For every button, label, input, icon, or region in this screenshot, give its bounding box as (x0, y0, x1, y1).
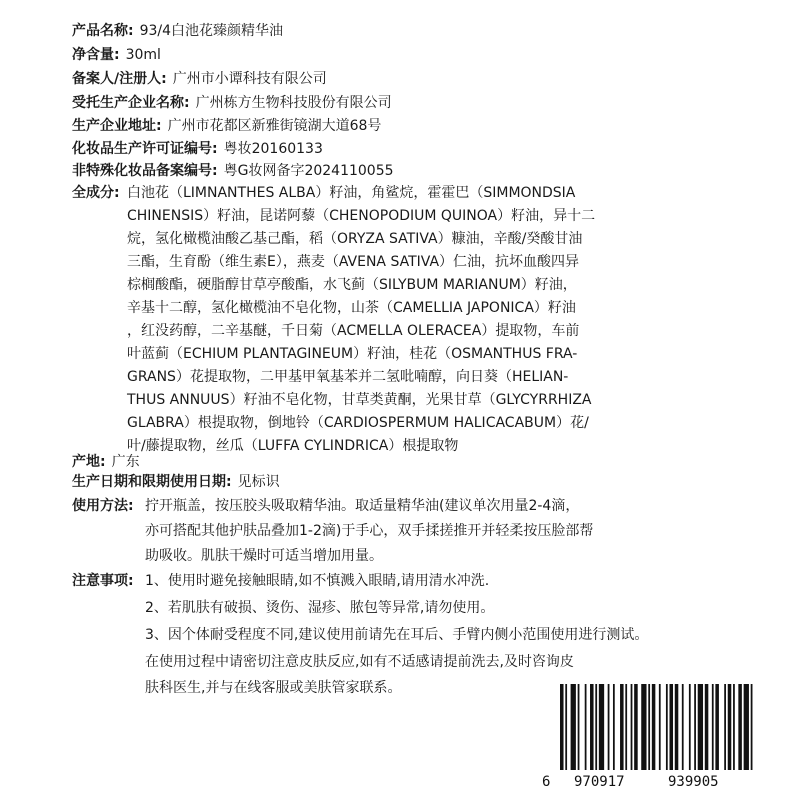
barcode-bar (712, 684, 714, 770)
origin-label: 产地: (72, 454, 106, 470)
barcode-bar (625, 684, 627, 770)
barcode-bar (724, 684, 726, 770)
barcode-bar (698, 684, 703, 770)
registrant-value: 广州市小谭科技有限公司 (172, 71, 327, 87)
barcode-bar (666, 684, 668, 770)
ingredients-line: 三酯，生育酚（维生素E），燕麦（AVENA SATIVA）仁油，抗坏血酸四异 (127, 254, 580, 270)
barcode-bar (715, 684, 719, 770)
barcode-bar (634, 684, 638, 770)
usage-label: 使用方法: (72, 498, 134, 514)
filing-label: 非特殊化妆品备案编号: (72, 163, 218, 179)
notes-label: 注意事项: (72, 573, 134, 589)
barcode-bar (744, 684, 749, 770)
address-row (72, 116, 381, 136)
ingredients-line: GLABRA）根提取物，倒地铃（CARDIOSPERMUM HALICACABUM）花/ (127, 415, 589, 431)
barcode-bar (571, 684, 576, 770)
barcode-bar (590, 684, 594, 770)
license-value: 粤妆20160133 (223, 141, 323, 157)
usage-line: 拧开瓶盖，按压胶头吸取精华油。取适量精华油(建议单次用量2-4滴， (145, 498, 580, 514)
barcode-digit-group-right: 939905 (668, 774, 719, 790)
barcode-bar (648, 684, 650, 770)
usage-line: 助吸收。肌肤干燥时可适当增加用量。 (145, 548, 383, 564)
manufacturer-row (72, 93, 392, 113)
barcode-bar (733, 684, 735, 770)
barcode-bar (751, 684, 753, 770)
product-name-label: 产品名称: (72, 23, 134, 39)
ingredients-line: 烷，氢化橄榄油酸乙基己酯，稻（ORYZA SATIVA）糠油，辛酸/癸酸甘油 (127, 231, 583, 247)
barcode-bar (669, 684, 673, 770)
notes-line: 在使用过程中请密切注意皮肤反应,如有不适感请提前洗去,及时咨询皮 (145, 654, 574, 670)
barcode-digit-group-left: 970917 (574, 774, 625, 790)
barcode-bar (599, 684, 604, 770)
barcode-bar (595, 684, 597, 770)
registrant-label: 备案人/注册人: (72, 71, 167, 87)
barcode-bar (565, 684, 567, 770)
filing-value: 粤G妆网备字2024110055 (223, 163, 394, 179)
manufacturer-value: 广州栋方生物科技股份有限公司 (195, 95, 392, 111)
ingredients-line: 棕榈酸酯，硬脂醇甘草亭酸酯，水飞蓟（SILYBUM MARIANUM）籽油， (127, 277, 577, 293)
barcode-bar (652, 684, 656, 770)
address-value: 广州市花都区新雅街镜湖大道68号 (167, 118, 382, 134)
usage-line: 亦可搭配其他护肤品叠加1-2滴)于手心，双手揉搓推开并轻柔按压脸部帮 (145, 523, 594, 539)
barcode-bar (682, 684, 684, 770)
net-content-label: 净含量: (72, 47, 120, 63)
notes-line: 2、若肌肤有破损、烫伤、湿疹、脓包等异常,请勿使用。 (145, 600, 495, 616)
ingredients-line: GRANS）花提取物，二甲基甲氧基苯并二氢吡喃醇，向日葵（HELIAN- (127, 369, 569, 385)
barcode-bars (560, 684, 756, 770)
barcode-digit-first: 6 (542, 774, 551, 790)
barcode-bar (560, 684, 564, 770)
barcode-bar (578, 684, 580, 770)
barcode-bar (705, 684, 709, 770)
ingredients-line: THUS ANNUUS）籽油不皂化物，甘草类黄酮，光果甘草（GLYCYRRHIZA (127, 392, 592, 408)
address-label: 生产企业地址: (72, 118, 162, 134)
barcode-bar (641, 684, 646, 770)
barcode-bar (631, 684, 633, 770)
product-name-row (72, 21, 283, 41)
barcode-bar (620, 684, 624, 770)
product-name-value: 93/4白池花臻颜精华油 (139, 23, 284, 39)
barcode-bar (585, 684, 587, 770)
barcode-bar (608, 684, 610, 770)
barcode-bar (675, 684, 679, 770)
barcode-bar (728, 684, 732, 770)
filing-row (72, 161, 394, 181)
notes-line: 3、因个体耐受程度不同,建议使用前请先在耳后、手臂内侧小范围使用进行测试。 (145, 627, 649, 643)
date-label: 生产日期和限期使用日期: (72, 474, 232, 490)
ingredients-line: 叶/藤提取物，丝瓜（LUFFA CYLINDRICA）根提取物 (127, 438, 459, 454)
manufacturer-label: 受托生产企业名称: (72, 95, 190, 111)
ingredients-line: 叶蓝蓟（ECHIUM PLANTAGINEUM）籽油，桂花（OSMANTHUS FRA- (127, 346, 578, 362)
registrant-row (72, 69, 327, 89)
origin-row (72, 452, 140, 472)
notes-line: 肤科医生,并与在线客服或美肤管家联系。 (145, 680, 402, 696)
barcode-bar (613, 684, 615, 770)
barcode-bar (738, 684, 742, 770)
date-row (72, 472, 280, 492)
barcode (538, 684, 758, 796)
net-content-row (72, 45, 161, 65)
license-row (72, 139, 323, 159)
ingredients-line: CHINENSIS）籽油，昆诺阿藜（CHENOPODIUM QUINOA）籽油，异十二 (127, 208, 596, 224)
barcode-bar (694, 684, 696, 770)
notes-line: 1、使用时避免接触眼睛,如不慎溅入眼睛,请用清水冲洗. (145, 573, 490, 589)
barcode-bar (659, 684, 661, 770)
ingredients-line: 辛基十二醇，氢化橄榄油不皂化物，山茶（CAMELLIA JAPONICA）籽油 (127, 300, 576, 316)
barcode-bar (689, 684, 691, 770)
license-label: 化妆品生产许可证编号: (72, 141, 218, 157)
net-content-value: 30ml (125, 47, 161, 63)
date-value: 见标识 (237, 474, 280, 490)
origin-value: 广东 (111, 454, 140, 470)
ingredients-label: 全成分: (72, 185, 120, 201)
ingredients-line: ，红没药醇，二辛基醚，千日菊（ACMELLA OLERACEA）提取物，车前 (127, 323, 580, 339)
ingredients-line: 白池花（LIMNANTHES ALBA）籽油，角鲨烷，霍霍巴（SIMMONDSIA (127, 185, 576, 201)
